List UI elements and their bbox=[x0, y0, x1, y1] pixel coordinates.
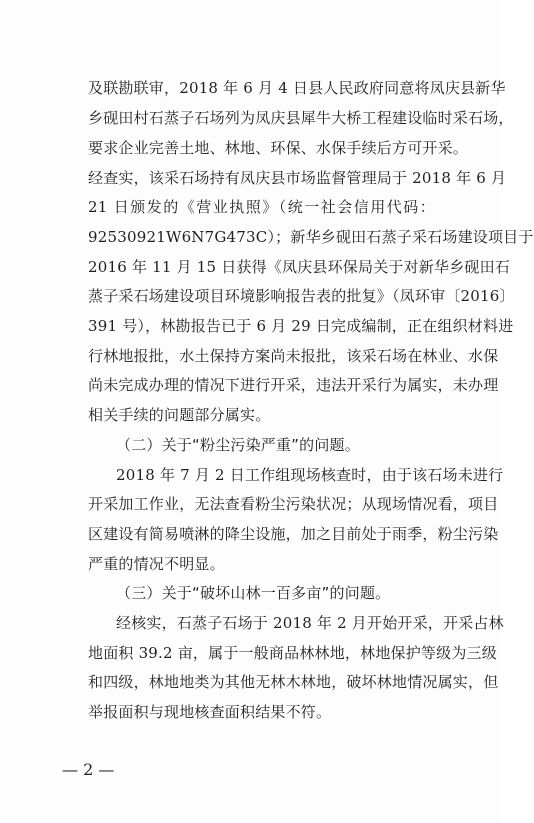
body-line: 及联勘联审，2018 年 6 月 4 日县人民政府同意将凤庆县新华 bbox=[88, 79, 506, 97]
body-line: 地面积 39.2 亩，属于一般商品林林地，林地保护等级为三级 bbox=[88, 644, 497, 662]
body-line: 行林地报批，水土保持方案尚未报批，该采石场在林业、水保 bbox=[88, 347, 499, 365]
body-line: 391 号），林勘报告已于 6 月 29 日完成编制，正在组织材料进 bbox=[88, 317, 514, 335]
body-line: 蒸子采石场建设项目环境影响报告表的批复》（凤环审〔2016〕 bbox=[88, 287, 515, 305]
body-line: 2016 年 11 月 15 日获得《凤庆县环保局关于对新华乡砚田石 bbox=[88, 258, 510, 276]
body-line: 经核实，石蒸子石场于 2018 年 2 月开始开采，开采占林 bbox=[116, 614, 504, 632]
body-line: 举报面积与现地核查面积结果不符。 bbox=[88, 703, 332, 721]
section-heading-dust: （二）关于“粉尘污染严重”的问题。 bbox=[116, 436, 360, 454]
body-line: 相关手续的问题部分属实。 bbox=[88, 406, 271, 424]
body-line: 和四级，林地地类为其他无林木林地，破坏林地情况属实，但 bbox=[88, 673, 499, 691]
body-line: 尚未完成办理的情况下进行开采，违法开采行为属实，未办理 bbox=[88, 376, 499, 394]
body-line: 乡砚田村石蒸子石场列为凤庆县犀牛大桥工程建设临时采石场， bbox=[88, 109, 514, 127]
page-number: — 2 — bbox=[62, 760, 115, 779]
body-line: 开采加工作业，无法查看粉尘污染状况；从现场情况看，项目 bbox=[88, 495, 499, 513]
section-heading-forest: （三）关于“破坏山林一百多亩”的问题。 bbox=[116, 584, 391, 602]
body-line: 严重的情况不明显。 bbox=[88, 555, 225, 573]
body-line: 2018 年 7 月 2 日工作组现场核查时，由于该石场未进行 bbox=[116, 466, 504, 484]
body-line: 区建设有简易喷淋的降尘设施，加之目前处于雨季，粉尘污染 bbox=[88, 525, 499, 543]
body-line: 21 日颁发的《营业执照》（统一社会信用代码： bbox=[88, 198, 435, 216]
body-line: 92530921W6N7G473C）；新华乡砚田石蒸子采石场建设项目于 bbox=[88, 228, 534, 246]
body-line: 要求企业完善土地、林地、环保、水保手续后方可开采。 bbox=[88, 139, 469, 157]
body-line: 经查实，该采石场持有凤庆县市场监督管理局于 2018 年 6 月 bbox=[88, 169, 507, 187]
